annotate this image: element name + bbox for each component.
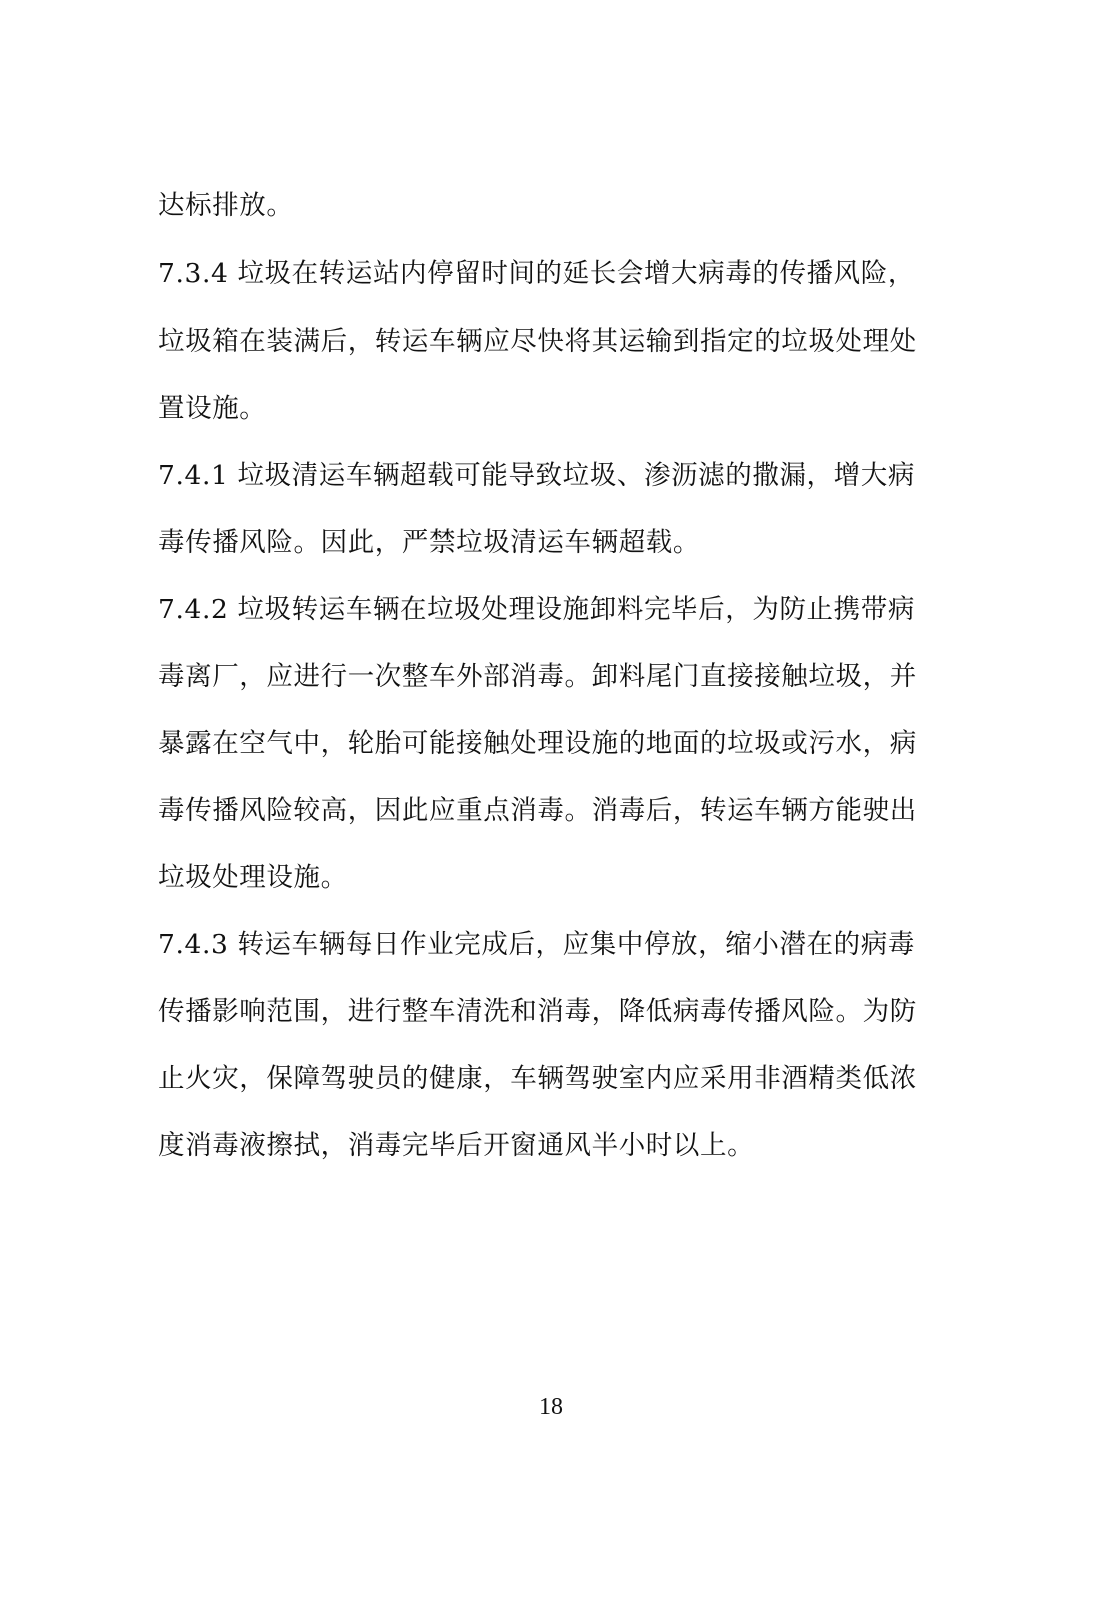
text-line: 垃圾处理设施。 — [158, 862, 348, 893]
text-line: 毒传播风险。因此，严禁垃圾清运车辆超载。 — [158, 527, 700, 558]
text-line: 垃圾箱在装满后，转运车辆应尽快将其运输到指定的垃圾处理处 — [158, 326, 917, 357]
text-line: 毒传播风险较高，因此应重点消毒。消毒后，转运车辆方能驶出 — [158, 795, 917, 826]
text-line: 止火灾，保障驾驶员的健康，车辆驾驶室内应采用非酒精类低浓 — [158, 1063, 917, 1094]
text-line: 度消毒液擦拭，消毒完毕后开窗通风半小时以上。 — [158, 1130, 755, 1161]
text-line: 传播影响范围，进行整车清洗和消毒，降低病毒传播风险。为防 — [158, 996, 917, 1027]
text-line: 7.4.1 垃圾清运车辆超载可能导致垃圾、渗沥滤的撒漏，增大病 — [158, 460, 915, 491]
text-line: 毒离厂，应进行一次整车外部消毒。卸料尾门直接接触垃圾，并 — [158, 661, 917, 692]
text-line: 暴露在空气中，轮胎可能接触处理设施的地面的垃圾或污水，病 — [158, 728, 917, 759]
text-line: 置设施。 — [158, 393, 267, 424]
text-line: 7.4.3 转运车辆每日作业完成后，应集中停放，缩小潜在的病毒 — [158, 929, 915, 960]
text-line: 7.3.4 垃圾在转运站内停留时间的延长会增大病毒的传播风险， — [158, 258, 915, 289]
page-number: 18 — [539, 1394, 563, 1420]
text-line: 达标排放。 — [158, 190, 294, 221]
text-line: 7.4.2 垃圾转运车辆在垃圾处理设施卸料完毕后，为防止携带病 — [158, 594, 915, 625]
